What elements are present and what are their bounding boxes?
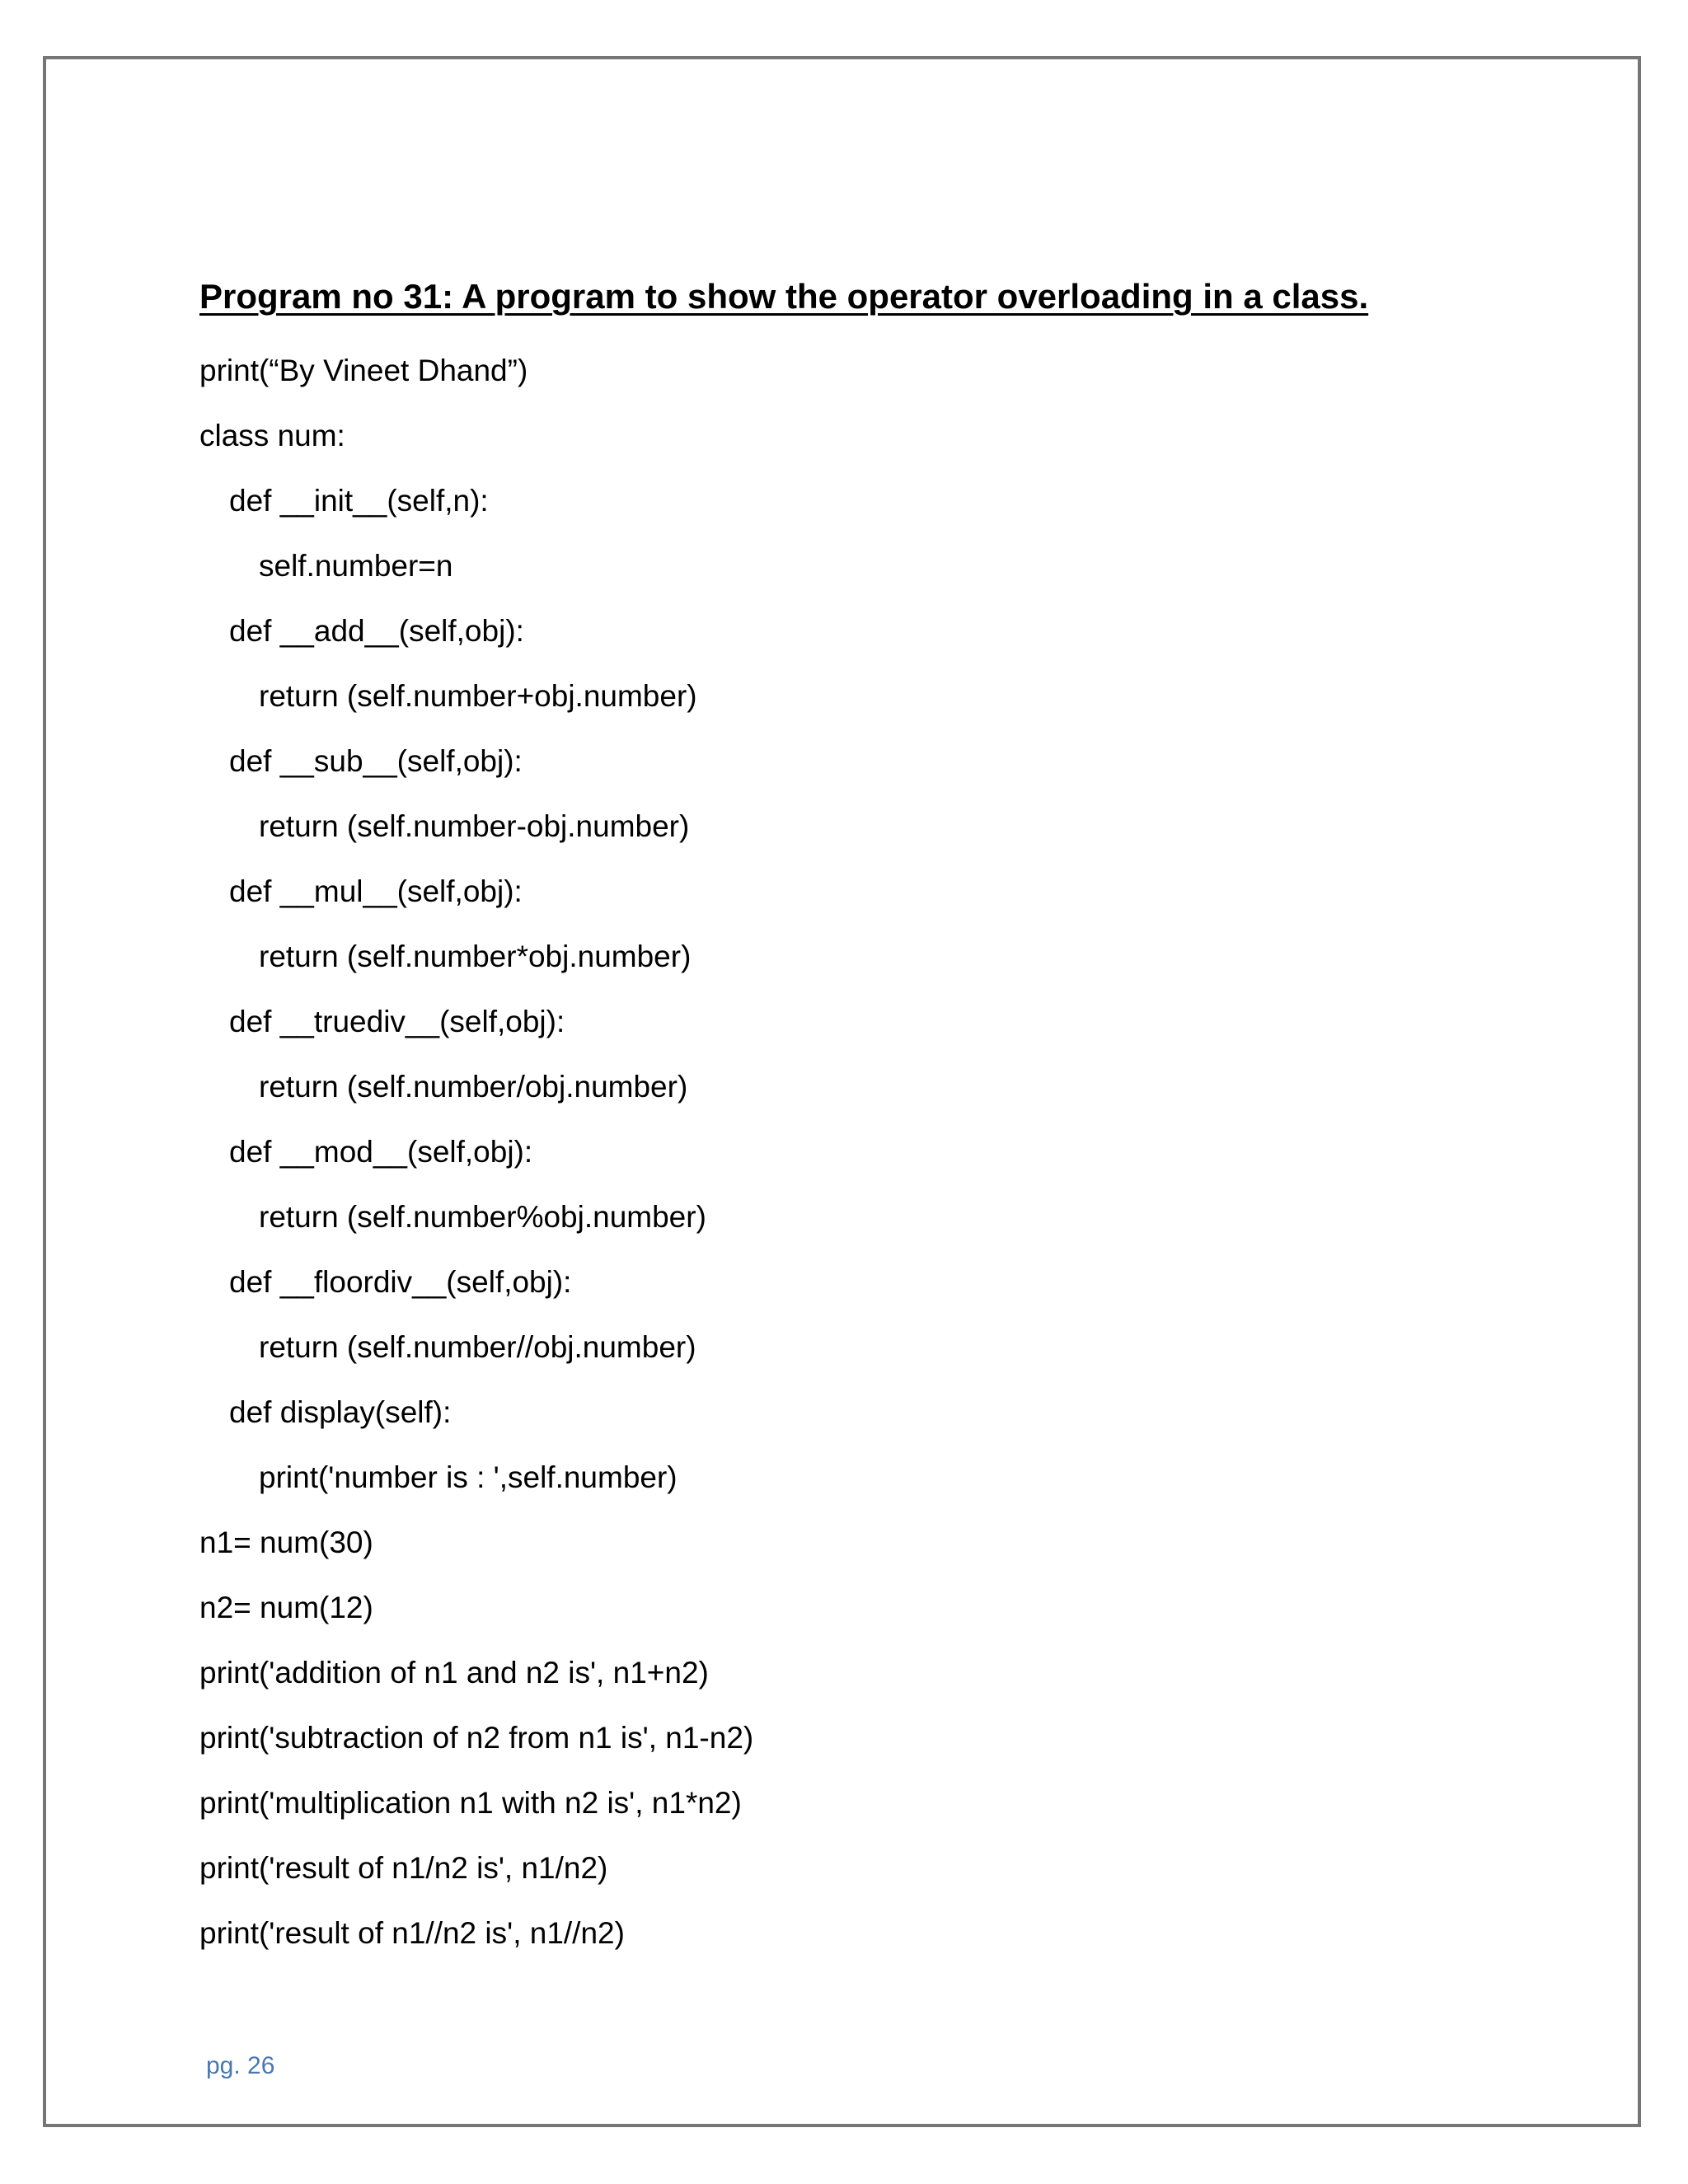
- page-number: pg. 26: [206, 2052, 275, 2079]
- code-line: n2= num(12): [199, 1591, 373, 1624]
- code-line: self.number=n: [259, 549, 453, 583]
- document-body: [199, 272, 1601, 1966]
- code-line: print('multiplication n1 with n2 is', n1*n2): [199, 1786, 742, 1820]
- code-line: print('result of n1//n2 is', n1//n2): [199, 1916, 625, 1950]
- program-title: Program no 31: A program to show the operator overloading in a class.: [199, 277, 1369, 316]
- code-line: print('subtraction of n2 from n1 is', n1-n2): [199, 1721, 754, 1755]
- code-line: print('number is : ',self.number): [259, 1460, 678, 1494]
- code-line: def __init__(self,n):: [229, 484, 489, 518]
- code-line: def display(self):: [229, 1395, 452, 1429]
- code-line: return (self.number-obj.number): [259, 809, 690, 843]
- code-line: def __sub__(self,obj):: [229, 744, 523, 778]
- code-line: return (self.number/obj.number): [259, 1070, 688, 1104]
- code-listing: [199, 338, 1601, 1966]
- code-line: return (self.number//obj.number): [259, 1330, 696, 1364]
- code-line: def __add__(self,obj):: [229, 614, 524, 648]
- code-line: print('result of n1/n2 is', n1/n2): [199, 1851, 608, 1885]
- code-line: print('addition of n1 and n2 is', n1+n2): [199, 1656, 709, 1690]
- code-line: return (self.number%obj.number): [259, 1200, 706, 1234]
- code-line: def __mod__(self,obj):: [229, 1135, 533, 1169]
- code-line: return (self.number+obj.number): [259, 679, 697, 713]
- code-line: return (self.number*obj.number): [259, 940, 692, 973]
- code-line: def __truediv__(self,obj):: [229, 1005, 565, 1038]
- code-line: print(“By Vineet Dhand”): [199, 354, 528, 387]
- code-line: class num:: [199, 419, 345, 452]
- code-line: n1= num(30): [199, 1526, 373, 1559]
- code-line: def __floordiv__(self,obj):: [229, 1265, 572, 1299]
- code-line: def __mul__(self,obj):: [229, 874, 523, 908]
